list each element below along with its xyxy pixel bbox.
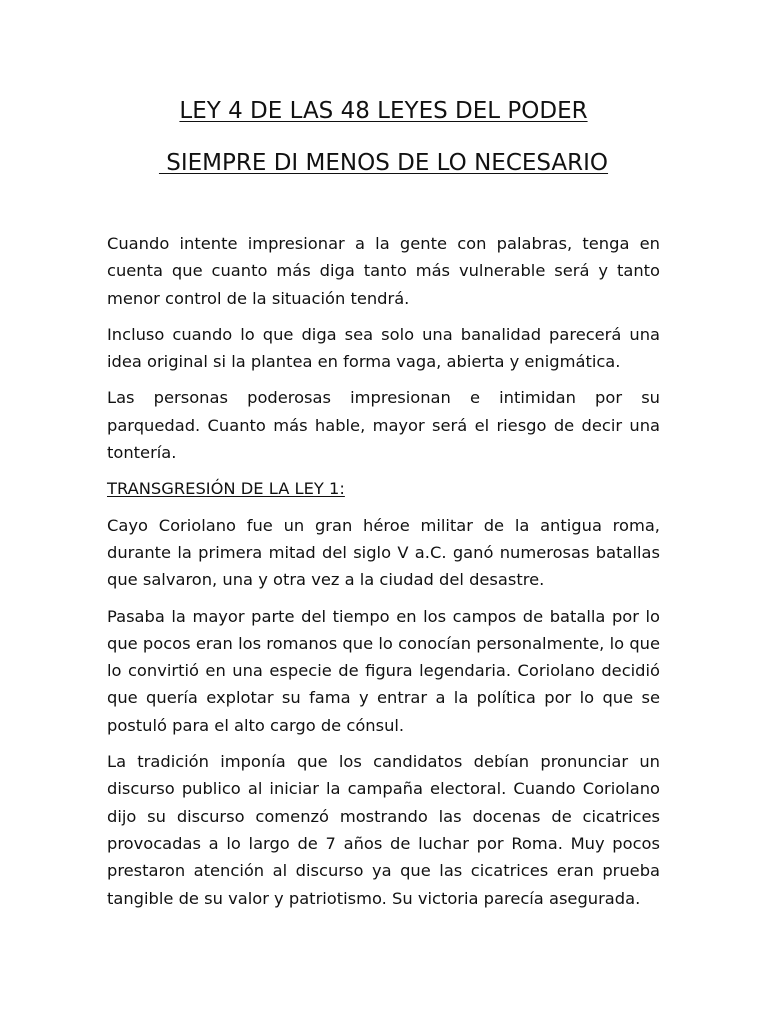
paragraph: Cayo Coriolano fue un gran héroe militar de la antigua roma, durante la primera mitad del siglo V a.C. ganó numerosas batallas que salvaron, una y otra vez a la ciudad del desastre.	[107, 515, 660, 590]
document-title: LEY 4 DE LAS 48 LEYES DEL PODER	[179, 98, 588, 124]
section-heading: TRANSGRESIÓN DE LA LEY 1:	[107, 479, 345, 499]
paragraph: Pasaba la mayor parte del tiempo en los campos de batalla por lo que pocos eran los romanos que lo conocían personalmente, lo que lo convirtió en una especie de figura legendaria. Coriolano decidió que quería explotar su fama y entrar a la política por lo que se postuló para el alto cargo de cónsul.	[107, 606, 660, 735]
paragraph: La tradición imponía que los candidatos debían pronunciar un discurso publico al iniciar la campaña electoral. Cuando Coriolano dijo su discurso comenzó mostrando las docenas de cicatrices provocadas a lo largo de 7 años de luchar por Roma. Muy pocos prestaron atención al discurso ya que las cicatrices eran prueba tangible de su valor y patriotismo. Su victoria parecía asegurada.	[107, 752, 660, 908]
paragraph: Cuando intente impresionar a la gente con palabras, tenga en cuenta que cuanto más diga tanto más vulnerable será y tanto menor control de la situación tendrá.	[107, 234, 660, 308]
paragraph: Incluso cuando lo que diga sea solo una banalidad parecerá una idea original si la plantea en forma vaga, abierta y enigmática.	[107, 324, 660, 372]
document-subtitle: SIEMPRE DI MENOS DE LO NECESARIO	[158, 150, 609, 176]
document-body	[107, 230, 660, 921]
paragraph: Las personas poderosas impresionan e intimidan por su parquedad. Cuanto más hable, mayor será el riesgo de decir una tontería.	[107, 388, 660, 463]
